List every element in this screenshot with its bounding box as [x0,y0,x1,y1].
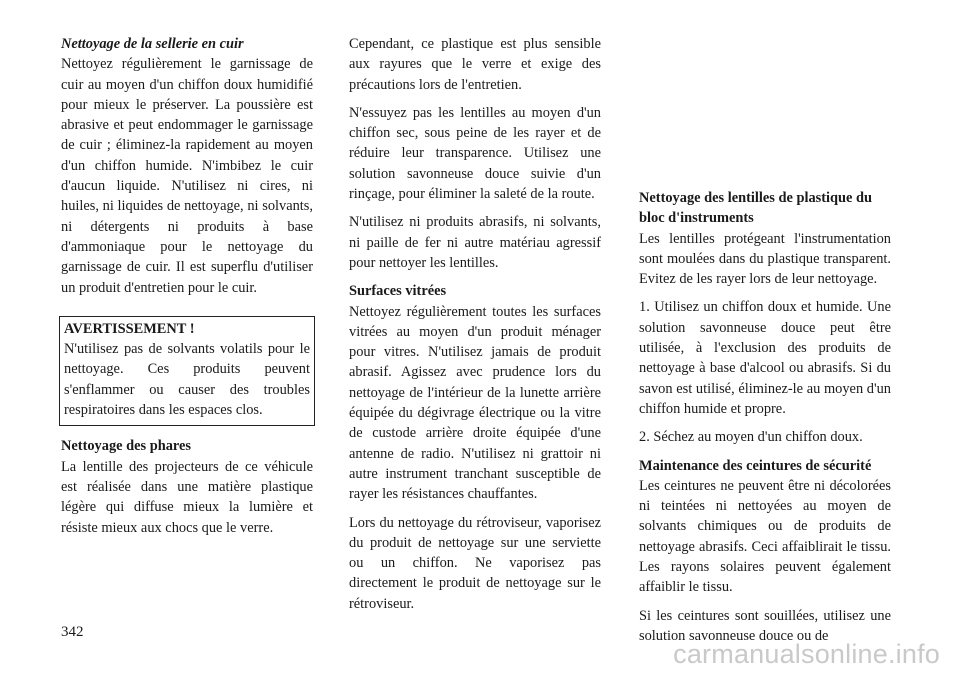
cluster-heading: Nettoyage des lentilles de plastique du bloc d'instruments [639,190,873,227]
lens-text-2: N'essuyez pas les lentilles au moyen d'un chiffon sec, sous peine de les rayer et de réduire leur transparence. Utilisez une solution savonneuse douce suivie d'un rinçage, pour éliminer la saleté de la route. [349,104,601,203]
headlamp-heading: Nettoyage des phares [61,438,192,455]
belts-text: Les ceintures ne peuvent être ni décolorées ni teintées ni nettoyées au moyen de solvants chimiques ou de produits de nettoyage abrasifs. Ceci affaiblirait le tissu. Les rayons solaires peuvent également affaiblir le tissu. [639,477,891,596]
watermark: carmanualsonline.info [673,639,940,669]
warning-title: AVERTISSEMENT ! [64,320,195,337]
glass-text: Nettoyez régulièrement toutes les surfaces vitrées au moyen d'un produit ménager pour vitres. N'utilisez jamais de produit abrasif. Agissez avec prudence lors du nettoyage de l'intérieur de la lunette arrière équipée du dégivrage électrique ou la vitre de custode arrière droite équipée d'une antenne de radio. N'utilisez ni grattoir ni autre instrument tranchant susceptible de rayer les résistances chauffantes. [349,303,601,503]
column-middle [349,34,601,622]
leather-text: Nettoyez régulièrement le garnissage de cuir au moyen d'un chiffon doux humidifié pour mieux le préserver. La poussière est abrasive et peut endommager le garnissage de cuir ; éliminez-la rapidement au moyen d'un chiffon humide. N'imbibez le cuir d'aucun liquide. N'utilisez ni cires, ni huiles, ni liquides de nettoyage, ni solvants, ni détergents ni produits à base d'ammoniaque pour le nettoyage du garnissage de cuir. Il est superflu d'utiliser un produit d'entretien pour le cuir. [61,56,313,296]
step-1: 1. Utilisez un chiffon doux et humide. Une solution savonneuse douce peut être utilisée, à l'exclusion des produits de nettoyage à base d'alcool ou abrasifs. Si du savon est utilisé, éliminez-le au moyen d'un chiffon humide et propre. [639,299,891,417]
leather-heading: Nettoyage de la sellerie en cuir [61,36,244,52]
column-right [639,188,891,654]
lens-text-1: Cependant, ce plastique est plus sensible aux rayures que le verre et exige des précautions lors de l'entretien. [349,36,601,93]
cluster-text: Les lentilles protégeant l'instrumentation sont moulées dans du plastique transparent. Evitez de les rayer lors de leur nettoyage. [639,230,891,288]
page-number: 342 [61,624,84,640]
mirror-text: Lors du nettoyage du rétroviseur, vaporisez du produit de nettoyage sur une serviette ou un chiffon. Ne vaporisez pas directement le produit de nettoyage sur le rétroviseur. [349,514,601,612]
column-left [61,34,313,546]
headlamp-text: La lentille des projecteurs de ce véhicule est réalisée dans une matière plastique légère qui diffuse mieux la lumière et résiste mieux aux chocs que le verre. [61,458,313,536]
step-2: 2. Séchez au moyen d'un chiffon doux. [639,429,863,446]
belts-heading: Maintenance des ceintures de sécurité [639,457,872,474]
glass-heading: Surfaces vitrées [349,283,447,300]
lens-text-3: N'utilisez ni produits abrasifs, ni solvants, ni paille de fer ni autre matériau agressif pour nettoyer les lentilles. [349,214,601,271]
warning-box [59,316,315,426]
belts-text-2: Si les ceintures sont souillées, utilisez une solution savonneuse douce ou de [639,607,891,644]
warning-text: N'utilisez pas de solvants volatils pour le nettoyage. Ces produits peuvent s'enflammer ou causer des troubles respiratoires dans les espaces clos. [64,341,310,419]
